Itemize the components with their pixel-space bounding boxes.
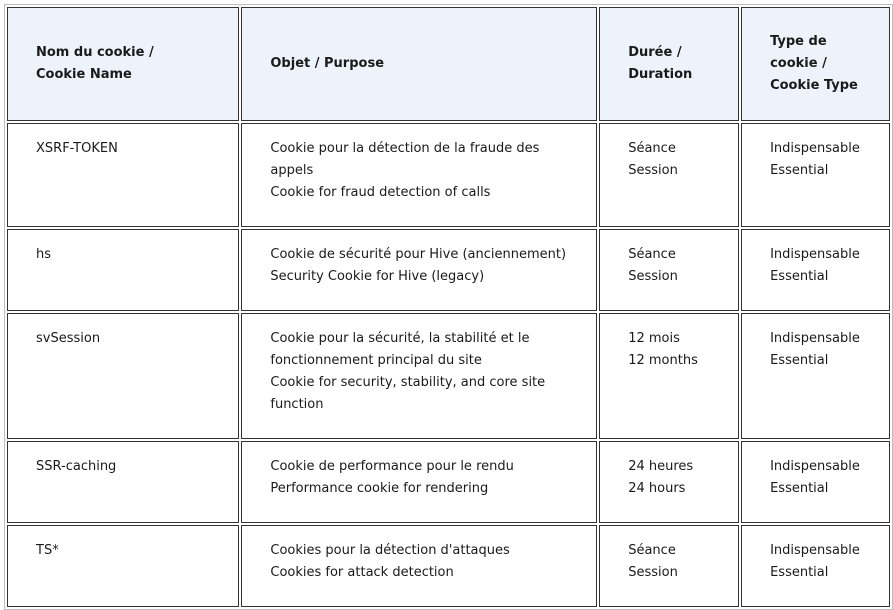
type-text: [742, 526, 889, 584]
type-en: Essential: [770, 269, 829, 284]
purpose-cell: [241, 229, 597, 311]
header-duration-label: Durée / Duration: [628, 45, 693, 82]
header-row: [7, 7, 890, 121]
purpose-fr: Cookie de sécurité pour Hive (anciennement): [270, 247, 567, 262]
duration-text: [600, 124, 738, 182]
type-fr: Indispensable: [770, 331, 860, 346]
purpose-en: Cookies for attack detection: [270, 565, 454, 580]
cookie-name-cell: [7, 525, 239, 607]
cookie-name: XSRF-TOKEN: [36, 141, 118, 156]
purpose-text: [242, 314, 596, 416]
table-row: [7, 313, 890, 439]
duration-text: [600, 314, 738, 372]
type-fr: Indispensable: [770, 247, 860, 262]
purpose-en: Performance cookie for rendering: [270, 481, 489, 496]
purpose-text: [242, 124, 596, 204]
type-cell: [741, 441, 890, 523]
type-cell: [741, 313, 890, 439]
cookie-name: SSR-caching: [36, 459, 117, 474]
type-fr: Indispensable: [770, 459, 860, 474]
purpose-cell: [241, 313, 597, 439]
purpose-fr: Cookie pour la détection de la fraude des appels: [270, 141, 540, 178]
duration-en: Session: [628, 565, 678, 580]
purpose-text: [242, 526, 596, 584]
duration-fr: Séance: [628, 141, 676, 156]
duration-cell: [599, 525, 739, 607]
duration-cell: [599, 441, 739, 523]
duration-en: Session: [628, 269, 678, 284]
duration-en: Session: [628, 163, 678, 178]
header-purpose-label: Objet / Purpose: [270, 56, 385, 71]
duration-en: 24 hours: [628, 481, 686, 496]
duration-fr: Séance: [628, 543, 676, 558]
table-body: [7, 123, 890, 607]
purpose-cell: [241, 441, 597, 523]
header-cookie-type: [741, 7, 890, 121]
type-en: Essential: [770, 481, 829, 496]
duration-text: [600, 526, 738, 584]
cookie-name: TS*: [36, 543, 59, 558]
table-row: [7, 229, 890, 311]
purpose-fr: Cookies pour la détection d'attaques: [270, 543, 510, 558]
purpose-cell: [241, 525, 597, 607]
purpose-text: [242, 442, 596, 500]
type-cell: [741, 229, 890, 311]
type-text: [742, 230, 889, 288]
header-cookie-name: [7, 7, 239, 121]
cookie-name: hs: [36, 247, 52, 262]
duration-text: [600, 230, 738, 288]
header-duration: [599, 7, 739, 121]
cookie-name-cell: [7, 123, 239, 227]
cookie-name: svSession: [36, 331, 101, 346]
type-cell: [741, 525, 890, 607]
purpose-cell: [241, 123, 597, 227]
purpose-en: Cookie for fraud detection of calls: [270, 185, 491, 200]
purpose-text: [242, 230, 596, 288]
type-en: Essential: [770, 163, 829, 178]
cookie-table: [4, 4, 893, 610]
duration-fr: 24 heures: [628, 459, 694, 474]
header-cookie-name-label: Nom du cookie / Cookie Name: [36, 45, 154, 82]
purpose-fr: Cookie de performance pour le rendu: [270, 459, 514, 474]
cookie-name-cell: [7, 229, 239, 311]
table-header: [7, 7, 890, 121]
cookie-name-cell: [7, 313, 239, 439]
type-en: Essential: [770, 353, 829, 368]
duration-cell: [599, 313, 739, 439]
type-fr: Indispensable: [770, 543, 860, 558]
table-row: [7, 123, 890, 227]
header-cookie-type-label: Type de cookie / Cookie Type: [770, 34, 858, 93]
type-text: [742, 442, 889, 500]
duration-text: [600, 442, 738, 500]
type-fr: Indispensable: [770, 141, 860, 156]
type-text: [742, 314, 889, 372]
table-row: [7, 441, 890, 523]
type-cell: [741, 123, 890, 227]
duration-en: 12 months: [628, 353, 698, 368]
duration-cell: [599, 123, 739, 227]
duration-fr: 12 mois: [628, 331, 680, 346]
type-text: [742, 124, 889, 182]
cookie-name-cell: [7, 441, 239, 523]
duration-cell: [599, 229, 739, 311]
purpose-en: Security Cookie for Hive (legacy): [270, 269, 485, 284]
duration-fr: Séance: [628, 247, 676, 262]
purpose-en: Cookie for security, stability, and core site function: [270, 375, 546, 412]
header-purpose: [241, 7, 597, 121]
purpose-fr: Cookie pour la sécurité, la stabilité et le fonctionnement principal du site: [270, 331, 530, 368]
table-row: [7, 525, 890, 607]
type-en: Essential: [770, 565, 829, 580]
